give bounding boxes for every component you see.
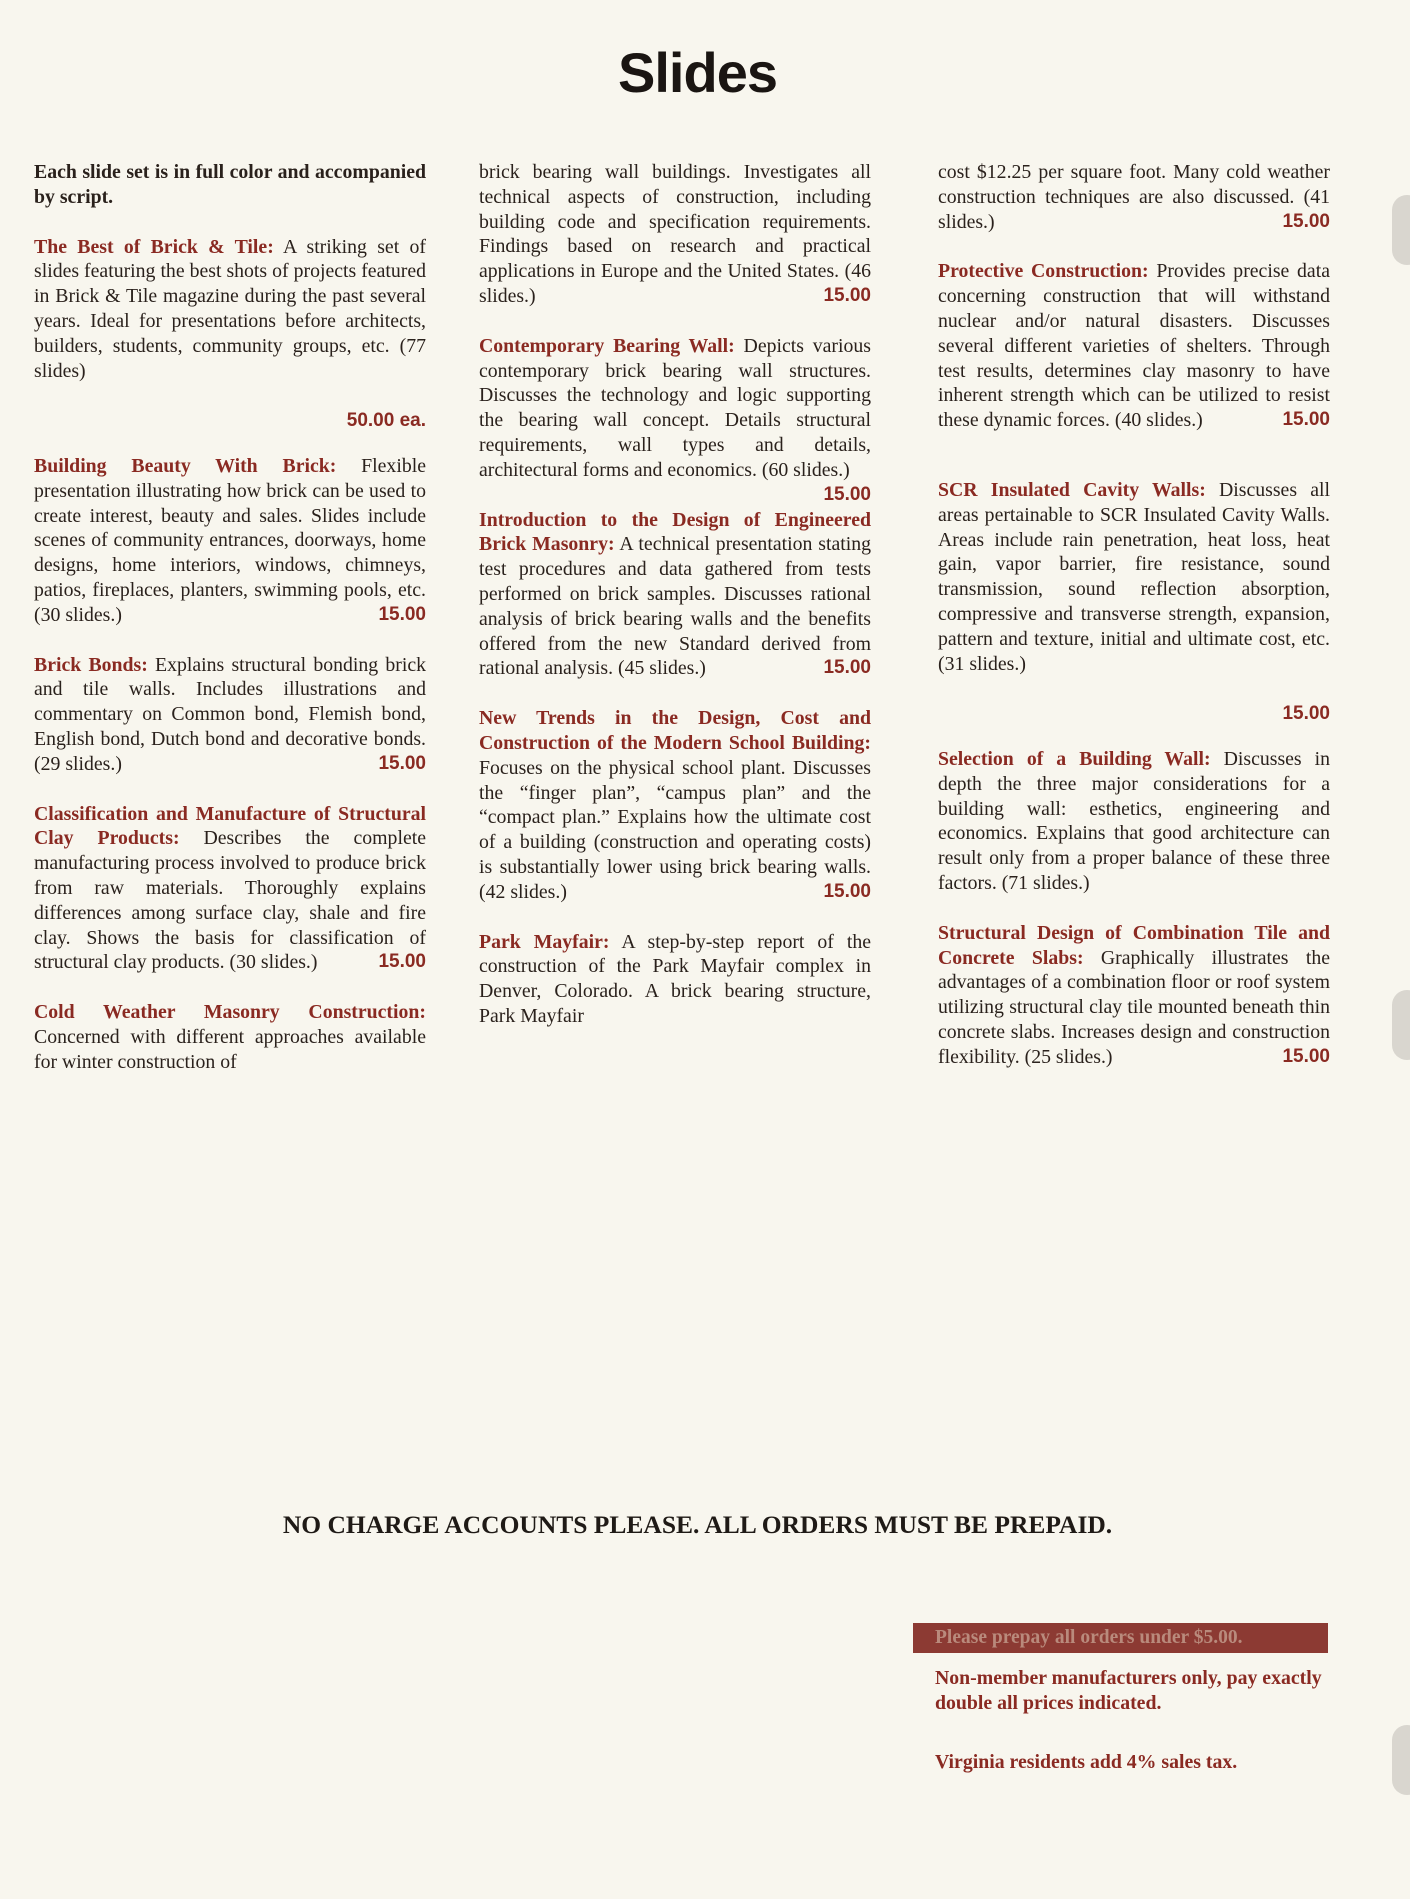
entry-title: Brick Bonds: — [34, 653, 148, 676]
page-title: Slides — [618, 41, 777, 104]
slide-entry-cold-weather — [34, 1000, 426, 1074]
entry-price: 50.00 ea. — [346, 410, 426, 432]
entry-price: 15.00 — [823, 284, 871, 306]
entry-title: The Best of Brick & Tile: — [34, 235, 274, 258]
entry-description: Discusses in depth the three major considerations for a building wall: esthetics, engineering and economics. Explains that good architecture can result only from a proper balance of these three factors. (71 slides.) — [938, 747, 1331, 894]
prepaid-notice: NO CHARGE ACCOUNTS PLEASE. ALL ORDERS MUST BE PREPAID. — [282, 1510, 1113, 1539]
slide-entry-building-beauty — [34, 454, 426, 628]
entry-description: Provides precise data concerning construction that will withstand nuclear and/or natural disasters. Discusses several different varieties of shelters. Through test results, determines clay masonry to have inherent strength which can be utilized to resist these dynamic forces. (40 slides.) — [938, 260, 1330, 432]
entry-description: Explains structural bonding brick and tile walls. Includes illustrations and commentary on Common bond, Flemish bond, English bond, Dutch bond and decorative bonds. (29 slides.) — [34, 653, 427, 775]
entry-price: 15.00 — [823, 483, 871, 505]
slide-entry-classification — [34, 802, 426, 976]
entry-title: Structural Design of Combination Tile and Concrete Slabs: — [938, 921, 1330, 969]
entry-price: 15.00 — [823, 880, 871, 902]
entry-description-continued: brick bearing wall buildings. Investigates all technical aspects of construction, including building code and specification requirements. Findings based on research and practical applications in Europe and the United States. (46 slides.) — [479, 161, 871, 307]
entry-description-continued: cost $12.25 per square foot. Many cold weather construction techniques are also discussed. (41 slides.) — [938, 161, 1330, 233]
column-2 — [479, 160, 871, 1054]
entry-price: 15.00 — [1282, 703, 1330, 725]
entry-description: Concerned with different approaches available for winter construction of — [34, 1025, 426, 1073]
slide-entry-engineered-brick-masonry — [479, 508, 871, 682]
entry-description: Focuses on the physical school plant. Discusses the “finger plan”, “campus plan” and the “compact plan.” Explains how the ultimate cost of a building (construction and operating costs) is substantially lower using brick bearing walls. (42 slides.) — [479, 756, 871, 903]
entry-title: Introduction to the Design of Engineered Brick Masonry: — [479, 508, 871, 556]
slide-entry-cold-weather-continued — [479, 160, 871, 309]
column-3 — [938, 160, 1330, 1095]
prepay-banner: Please prepay all orders under $5.00. — [913, 1623, 1328, 1653]
binding-hole-shadow — [1392, 195, 1410, 265]
entry-title: Cold Weather Masonry Construction: — [34, 1001, 426, 1024]
entry-description: Depicts various contemporary brick bearing wall structures. Discusses the technology and logic supporting the bearing wall concept. Details structural requirements, wall types and details, architectural forms and economics. (60 slides.) — [479, 334, 871, 481]
entry-description: A step-by-step report of the construction of the Park Mayfair complex in Denver, Colorado. A brick bearing structure, Park Mayfair — [479, 930, 871, 1027]
slide-entry-modern-school — [479, 706, 871, 904]
slide-entry-contemporary-bearing-wall — [479, 334, 871, 505]
entry-title: Selection of a Building Wall: — [938, 747, 1211, 770]
slide-entry-scr-cavity-walls — [938, 478, 1330, 676]
slide-entry-brick-bonds — [34, 653, 426, 777]
entry-title: Protective Construction: — [938, 260, 1149, 283]
intro-text: Each slide set is in full color and accompanied by script. — [34, 161, 426, 208]
entry-description: A striking set of slides featuring the best shots of projects featured in Brick & Tile magazine during the past several years. Ideal for presentations before architects, builders, students, community groups, etc. (77 slides) — [34, 235, 426, 382]
intro-paragraph — [34, 160, 426, 210]
binding-hole-shadow — [1392, 990, 1410, 1060]
non-member-note: Non-member manufacturers only, pay exactly double all prices indicated. — [935, 1667, 1322, 1714]
entry-description: Flexible presentation illustrating how brick can be used to create interest, beauty and sales. Slides include scenes of community entrances, doorways, home designs, home interiors, windows, chimneys, patios, fireplaces, planters, swimming pools, etc. (30 slides.) — [34, 454, 426, 626]
slide-entry-park-mayfair — [479, 930, 871, 1029]
slide-entry-park-mayfair-continued — [938, 160, 1330, 234]
entry-description: Graphically illustrates the advantages of a combination floor or roof system utilizing structural clay tile mounted beneath thin concrete slabs. Increases design and construction flexibility. (25 slides.) — [938, 946, 1331, 1068]
entry-title: New Trends in the Design, Cost and Construction of the Modern School Building: — [479, 707, 871, 754]
column-1 — [34, 160, 426, 1100]
entry-description: A technical presentation stating test procedures and data gathered from tests performed on brick samples. Discusses rational analysis of brick bearing walls and the benefits offered from the new Standard derived from rational analysis. (45 slides.) — [479, 533, 871, 680]
entry-title: Building Beauty With Brick: — [34, 454, 337, 477]
slide-entry-protective-construction — [938, 259, 1330, 433]
entry-title: SCR Insulated Cavity Walls: — [938, 478, 1206, 501]
entry-title: Park Mayfair: — [479, 930, 610, 953]
entry-price: 15.00 — [1282, 409, 1330, 431]
entry-price: 15.00 — [378, 951, 426, 973]
entry-price: 15.00 — [1282, 1045, 1330, 1067]
entry-title: Contemporary Bearing Wall: — [479, 334, 735, 357]
slide-entry-best-of-brick-tile — [34, 235, 426, 384]
entry-title: Classification and Manufacture of Structural Clay Products: — [34, 802, 426, 850]
entry-description: Discusses all areas pertainable to SCR Insulated Cavity Walls. Areas include rain penetration, heat loss, heat gain, vapor barrier, fire resistance, sound transmission, sound reflection absorption, compressive and transverse strength, expansion, pattern and texture, initial and ultimate cost, etc. (31 slides.) — [938, 478, 1330, 675]
entry-price: 15.00 — [378, 603, 426, 625]
entry-description: Describes the complete manufacturing process involved to produce brick from raw materials. Thoroughly explains differences among surface clay, shale and fire clay. Shows the basis for classification of structural clay products. (30 slides.) — [34, 827, 426, 974]
entry-price: 15.00 — [378, 752, 426, 774]
binding-hole-shadow — [1392, 1725, 1410, 1795]
slide-entry-selection-building-wall — [938, 747, 1330, 896]
entry-price: 15.00 — [823, 657, 871, 679]
entry-price: 15.00 — [1282, 210, 1330, 232]
slide-entry-structural-design-slabs — [938, 921, 1330, 1070]
sales-tax-note: Virginia residents add 4% sales tax. — [935, 1751, 1238, 1773]
